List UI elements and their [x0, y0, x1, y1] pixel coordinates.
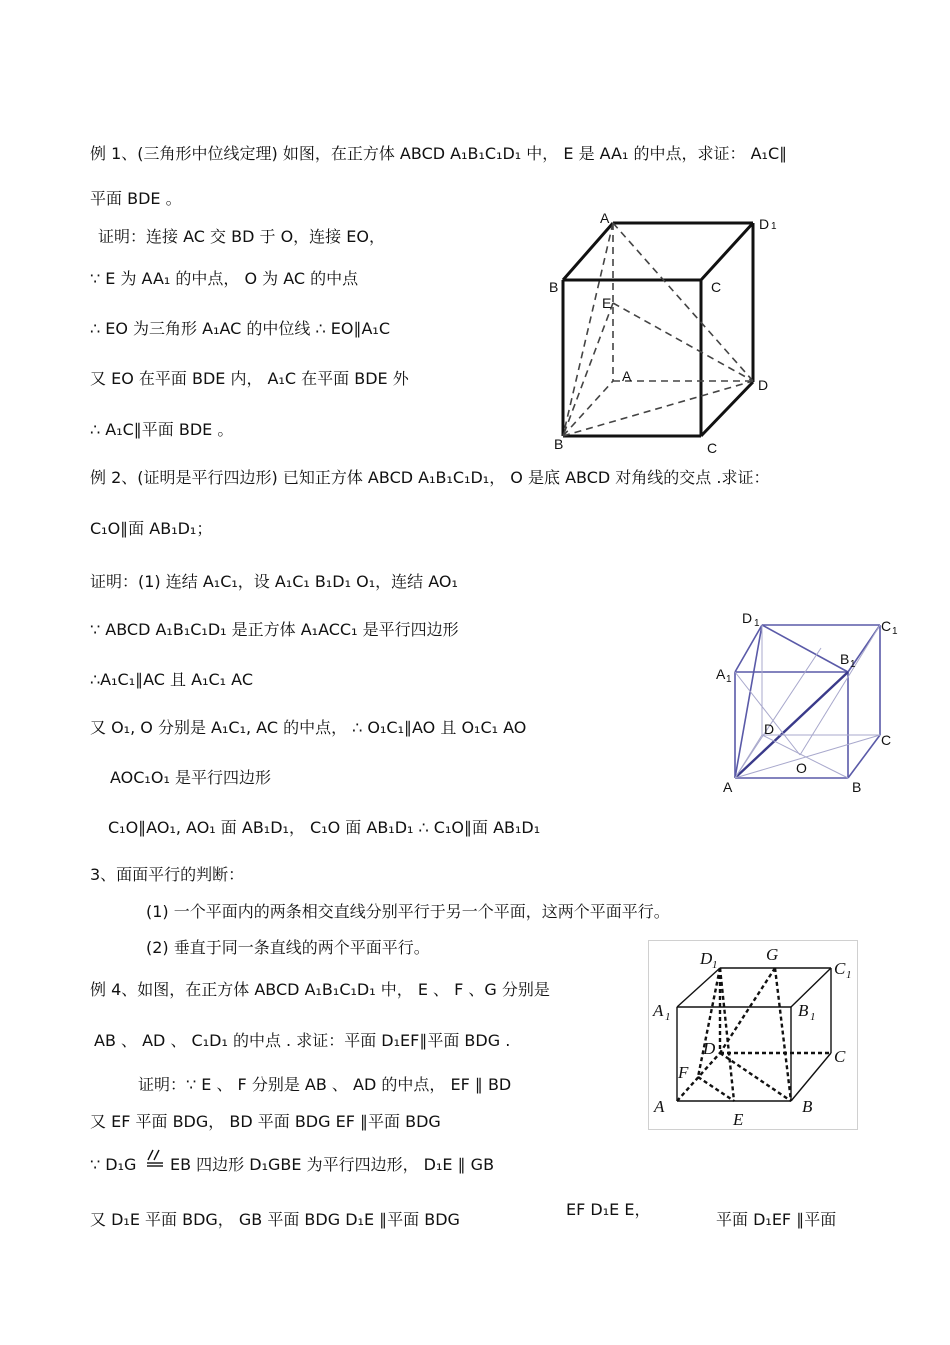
label-D1: D	[742, 610, 753, 626]
sec3-rule-1: (1) 一个平面内的两条相交直线分别平行于另一个平面，这两个平面平行。	[146, 902, 670, 921]
ex4-line2: AB 、 AD 、 C₁D₁ 的中点 . 求证：平面 D₁EF∥平面 BDG .	[94, 1031, 511, 1050]
ex2-line2: C₁O∥面 AB₁D₁；	[90, 519, 213, 538]
label-B1: B	[549, 279, 559, 295]
ex4-proof-1: 证明：∵ E 、 F 分别是 AB 、 AD 的中点， EF ∥ BD	[138, 1075, 512, 1094]
label-D1-sub: 1	[771, 221, 777, 232]
label-B: B	[554, 436, 564, 452]
ex1-proof-2: ∵ E 为 AA₁ 的中点， O 为 AC 的中点	[90, 269, 359, 288]
ex4-proof-4c: 平面 D₁EF ∥平面	[716, 1210, 837, 1229]
label-C: C	[707, 440, 718, 456]
label-B1: B	[840, 651, 850, 667]
label-D1: D	[700, 949, 713, 968]
label-A1: A	[653, 1001, 664, 1020]
label-D1-sub: 1	[754, 618, 760, 629]
label-C1-sub: 1	[892, 626, 898, 637]
label-D: D	[764, 721, 775, 737]
ex1-proof-1: 证明：连接 AC 交 BD 于 O，连接 EO，	[98, 227, 385, 246]
label-A1: A	[600, 210, 610, 226]
label-B1-sub: 1	[850, 659, 856, 670]
label-F: F	[678, 1063, 689, 1082]
cube-figure-3	[648, 940, 860, 1132]
label-E: E	[733, 1110, 744, 1129]
ex4-line1: 例 4、如图，在正方体 ABCD A₁B₁C₁D₁ 中， E 、 F 、G 分别是	[90, 980, 550, 999]
ex1-line2: 平面 BDE 。	[90, 189, 182, 208]
label-A: A	[654, 1097, 665, 1116]
label-B1-sub: 1	[810, 1011, 816, 1023]
ex2-proof-1: 证明：(1) 连结 A₁C₁，设 A₁C₁ B₁D₁ O₁，连结 AO₁	[90, 572, 458, 591]
parallel-equal-icon	[145, 1148, 165, 1168]
ex2-proof-3: ∴A₁C₁∥AC 且 A₁C₁ AC	[90, 670, 254, 689]
label-D1: D	[759, 216, 770, 232]
label-B: B	[852, 779, 862, 795]
cube-figure-1	[540, 205, 790, 460]
ex4-proof-3b: EB 四边形 D₁GBE 为平行四边形， D₁E ∥ GB	[170, 1155, 495, 1174]
ex1-proof-4: 又 EO 在平面 BDE 内， A₁C 在平面 BDE 外	[90, 369, 409, 388]
label-B1: B	[798, 1001, 809, 1020]
label-C: C	[834, 1047, 846, 1066]
ex4-proof-4: 又 D₁E 平面 BDG， GB 平面 BDG D₁E ∥平面 BDG	[90, 1210, 460, 1229]
label-A1-sub: 1	[726, 674, 732, 685]
label-A1-sub: 1	[665, 1011, 671, 1023]
label-A1: A	[716, 666, 726, 682]
ex1-proof-5: ∴ A₁C∥平面 BDE 。	[90, 420, 234, 439]
ex2-proof-5: AOC₁O₁ 是平行四边形	[110, 768, 271, 787]
ex2-line1: 例 2、(证明是平行四边形) 已知正方体 ABCD A₁B₁C₁D₁， O 是底 ABCD 对角线的交点 .求证：	[90, 468, 770, 487]
label-E: E	[602, 295, 612, 311]
label-A: A	[723, 779, 733, 795]
ex4-proof-2: 又 EF 平面 BDG， BD 平面 BDG EF ∥平面 BDG	[90, 1112, 441, 1131]
label-C: C	[881, 732, 892, 748]
ex4-proof-3a: ∵ D₁G	[90, 1155, 137, 1174]
label-C1-sub: 1	[846, 969, 852, 981]
sec3-title: 3、面面平行的判断：	[90, 865, 245, 884]
label-C1: C	[834, 959, 846, 978]
label-D: D	[758, 377, 769, 393]
label-A: A	[622, 368, 632, 384]
ex2-proof-6: C₁O∥AO₁, AO₁ 面 AB₁D₁， C₁O 面 AB₁D₁ ∴ C₁O∥面 AB₁D₁	[108, 818, 541, 837]
sec3-rule-2: (2) 垂直于同一条直线的两个平面平行。	[146, 938, 430, 957]
ex1-line1: 例 1、(三角形中位线定理) 如图，在正方体 ABCD A₁B₁C₁D₁ 中， E 是 AA₁ 的中点，求证： A₁C∥	[90, 144, 788, 163]
label-G: G	[766, 945, 779, 964]
label-O: O	[796, 760, 807, 776]
ex4-proof-4b: EF D₁E E，	[566, 1200, 651, 1219]
ex2-proof-2: ∵ ABCD A₁B₁C₁D₁ 是正方体 A₁ACC₁ 是平行四边形	[90, 620, 459, 639]
ex1-proof-3: ∴ EO 为三角形 A₁AC 的中位线 ∴ EO∥A₁C	[90, 319, 391, 338]
label-C1: C	[711, 279, 722, 295]
label-B: B	[802, 1097, 813, 1116]
cube-figure-2	[710, 605, 910, 800]
label-D1-sub: 1	[712, 959, 718, 971]
ex2-proof-4: 又 O₁, O 分别是 A₁C₁, AC 的中点， ∴ O₁C₁∥AO 且 O₁C₁ AO	[90, 718, 527, 737]
label-D: D	[703, 1039, 716, 1058]
label-C1: C	[881, 618, 892, 634]
